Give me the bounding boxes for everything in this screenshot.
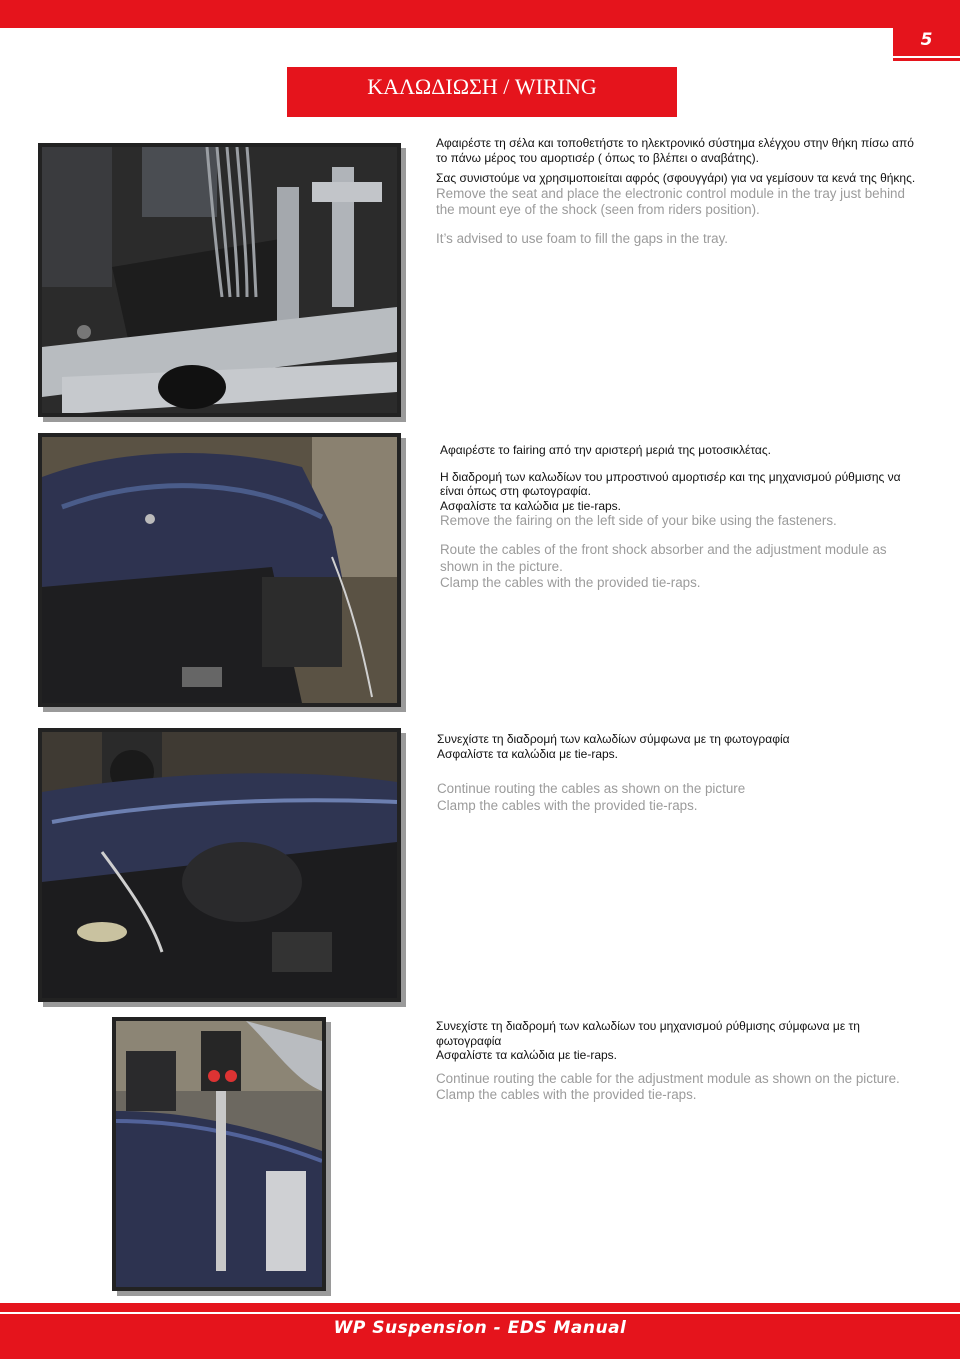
page-tab-underline: [893, 58, 960, 61]
section-1-greek-1: Αφαιρέστε τη σέλα και τοποθετήστε το ηλεκτρονικό σύστημα ελέγχου στην θήκη πίσω από το πάνω μέρος του αμορτισέρ ( όπως το βλέπει ο αναβάτης).: [436, 136, 914, 165]
header-bar: [0, 0, 960, 28]
section-1-text: [436, 136, 916, 248]
page-number: 5: [893, 22, 960, 56]
section-2-greek-3: Ασφαλίστε τα καλώδια με tie-raps.: [440, 498, 622, 513]
section-2-greek-1: Αφαιρέστε το fairing από την αριστερή μεριά της μοτοσικλέτας.: [440, 443, 771, 457]
section-3-english-2: Clamp the cables with the provided tie-raps.: [437, 797, 698, 813]
section-2-english-3: Clamp the cables with the provided tie-raps.: [440, 575, 701, 591]
section-2-greek-2: Η διαδρομή των καλωδίων του μπροστινού αμορτισέρ και της μηχανισμού ρύθμισης να είναι όπως στη φωτογραφία.: [440, 469, 901, 499]
section-2-english-2: Route the cables of the front shock absorber and the adjustment module as shown in the picture.: [440, 541, 887, 574]
section-3-text: [437, 732, 917, 814]
section-4-text: [436, 1019, 916, 1104]
photo-fairing-left: [38, 433, 401, 707]
page-title: ΚΑΛΩΔΙΩΣΗ / WIRING: [287, 67, 677, 117]
section-2-english-1: Remove the fairing on the left side of your bike using the fasteners.: [440, 513, 837, 529]
footer-title: WP Suspension - EDS Manual: [333, 1318, 627, 1338]
section-4-english-2: Clamp the cables with the provided tie-raps.: [436, 1087, 697, 1103]
footer-stripe: [0, 1312, 960, 1314]
section-3-english-1: Continue routing the cables as shown on the picture: [437, 781, 746, 797]
section-3-greek-2: Ασφαλίστε τα καλώδια με tie-raps.: [437, 746, 619, 761]
section-3-greek-1: Συνεχίστε τη διαδρομή των καλωδίων σύμφωνα με τη φωτογραφία: [437, 732, 790, 746]
section-4-greek-1: Συνεχίστε τη διαδρομή των καλωδίων του μηχανισμού ρύθμισης σύμφωνα με τη φωτογραφία: [436, 1019, 860, 1048]
section-1-greek-2: Σας συνιστούμε να χρησιμοποιείται αφρός (σφουγγάρι) για να γεμίσουν τα κενά της θήκης.: [436, 171, 916, 186]
photo-tray: [38, 143, 401, 417]
section-4-english-1: Continue routing the cable for the adjustment module as shown on the picture.: [436, 1070, 900, 1086]
section-4-greek-2: Ασφαλίστε τα καλώδια με tie-raps.: [436, 1048, 618, 1063]
photo-cable-routing: [38, 728, 401, 1002]
section-1-english-2: It’s advised to use foam to fill the gaps in the tray.: [436, 230, 729, 246]
section-2-text: [440, 443, 925, 592]
section-1-english-1: Remove the seat and place the electronic control module in the tray just behind the mount eye of the shock (seen from riders position).: [436, 185, 905, 218]
photo-adjustment-module: [112, 1017, 326, 1291]
